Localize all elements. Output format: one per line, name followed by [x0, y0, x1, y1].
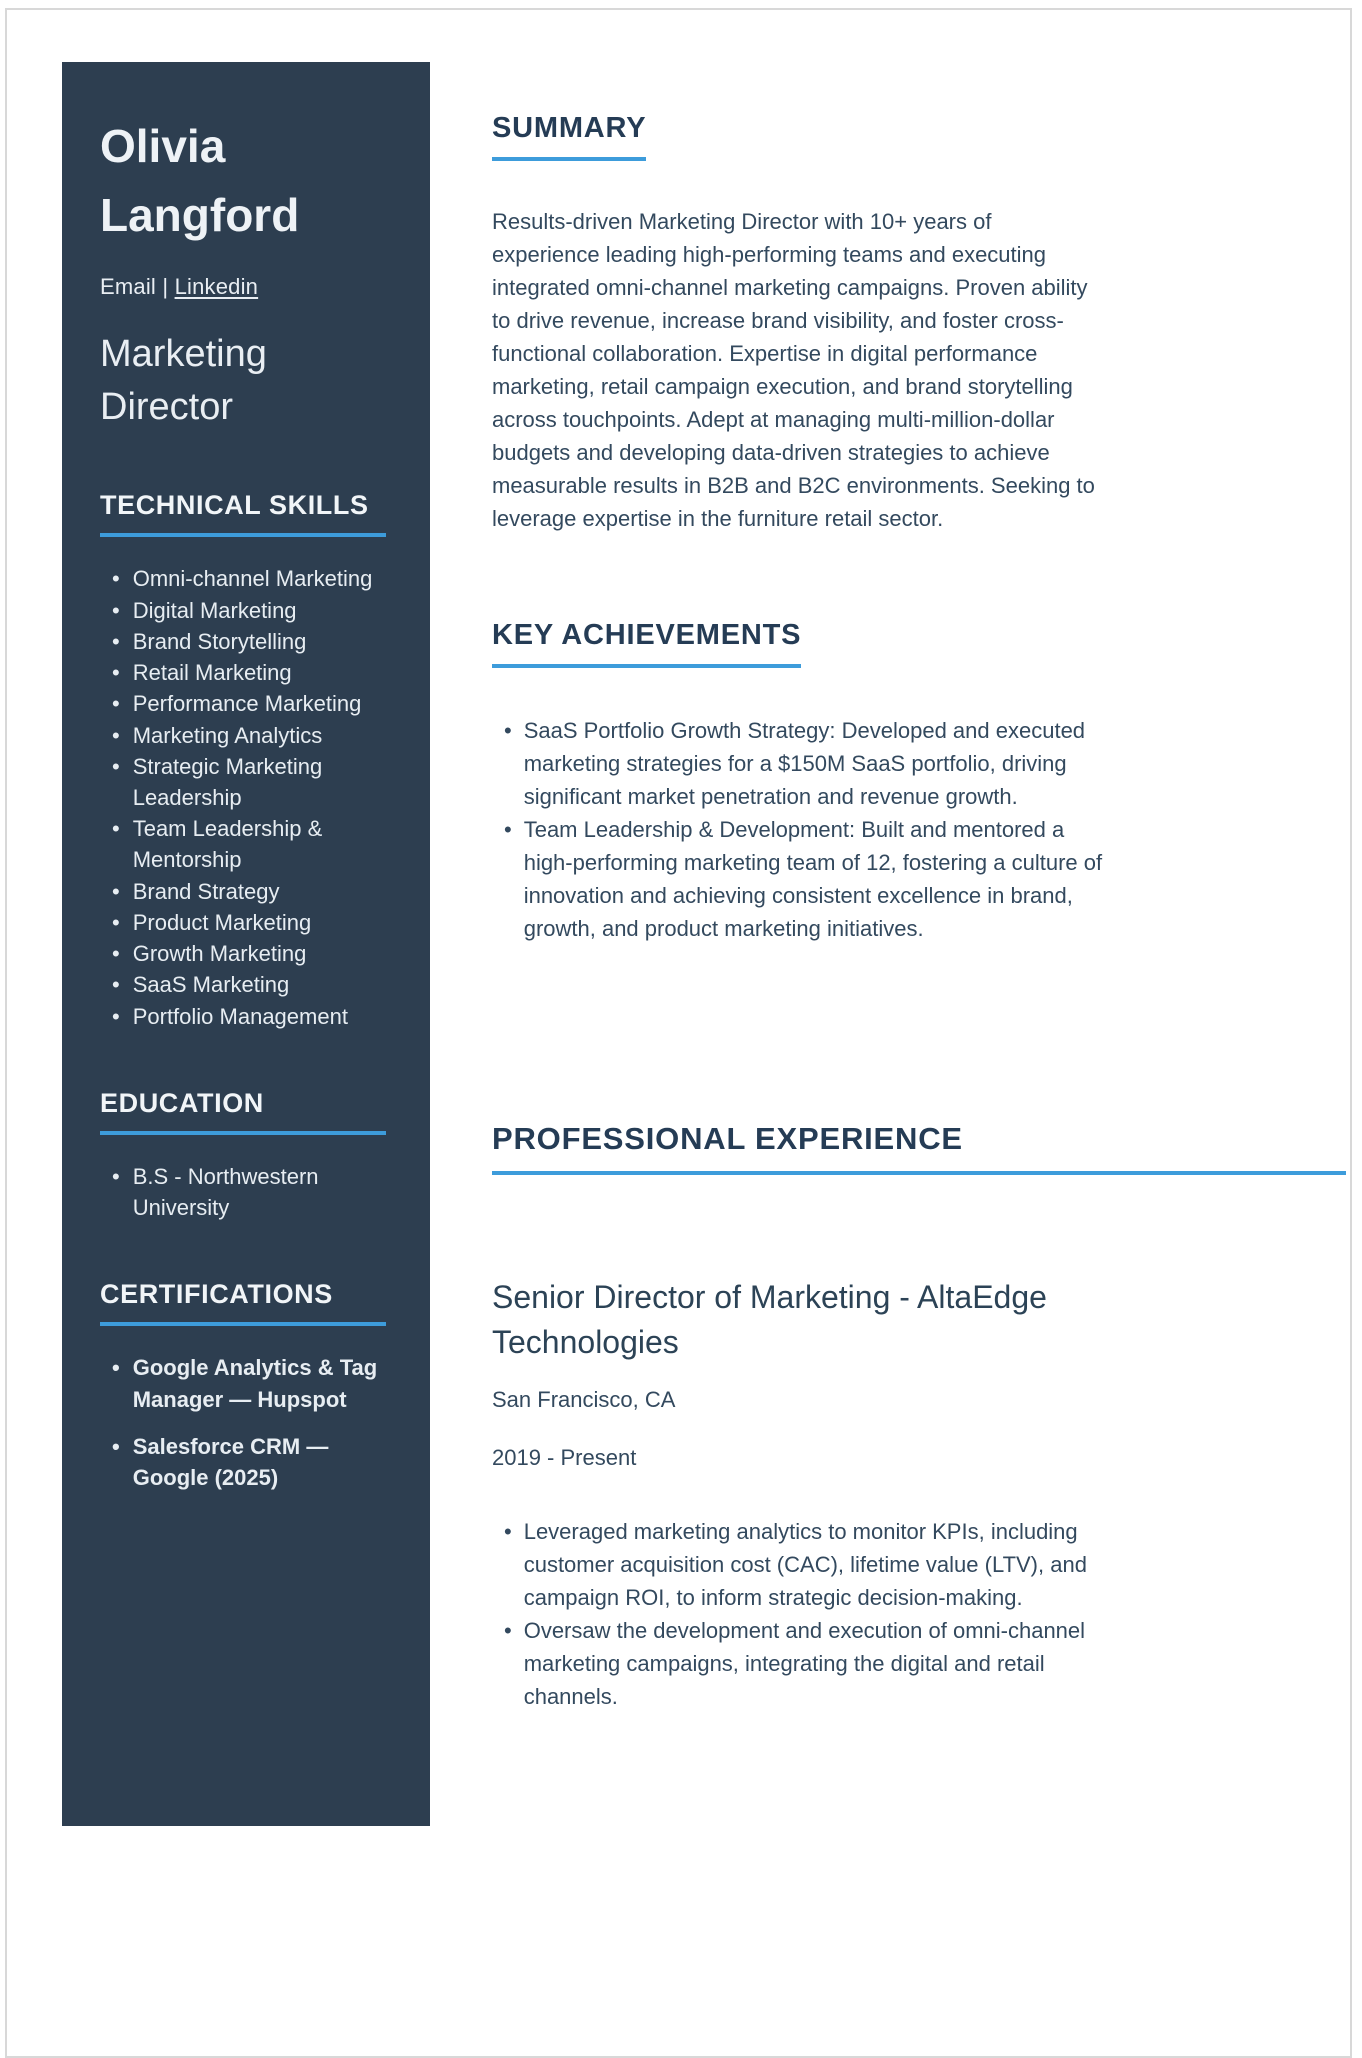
candidate-name: Olivia Langford — [100, 120, 300, 241]
skill-item — [112, 688, 386, 719]
education-heading: EDUCATION — [100, 1088, 386, 1135]
candidate-title: Marketing Director — [100, 333, 267, 429]
key-achievements-section — [492, 619, 1346, 945]
achievement-text: Team Leadership & Development: Built and mentored a high-performing marketing team of 12, fostering a culture of innovation and achieving consistent excellence in brand, growth, and product marketing initiatives. — [523, 817, 1103, 941]
bullet-icon: • — [112, 1355, 120, 1381]
achievement-item — [504, 714, 1118, 813]
bullet-icon: • — [112, 1003, 120, 1029]
education-section — [100, 1088, 386, 1223]
bullet-icon: • — [112, 597, 120, 623]
key-achievements-list — [492, 714, 1118, 945]
key-achievements-heading-text: KEY ACHIEVEMENTS — [492, 619, 801, 668]
education-label: B.S - Northwestern University — [132, 1163, 319, 1221]
job-bullet-text: Oversaw the development and execution of omni-channel marketing campaigns, integrating the digital and retail channels. — [523, 1617, 1086, 1709]
technical-skills-section — [100, 490, 386, 1032]
bullet-icon: • — [504, 1518, 512, 1544]
bullet-icon: • — [504, 718, 512, 743]
skill-item — [112, 813, 386, 875]
skill-item — [112, 595, 386, 626]
bullet-icon: • — [112, 628, 120, 654]
education-item — [112, 1161, 386, 1223]
professional-experience-heading: PROFESSIONAL EXPERIENCE — [492, 1121, 1346, 1175]
skill-item — [112, 563, 386, 594]
bullet-icon: • — [112, 660, 120, 686]
job-location: San Francisco, CA — [492, 1386, 676, 1412]
education-list — [100, 1161, 386, 1223]
summary-heading — [492, 112, 1346, 161]
email-link[interactable]: Email — [100, 274, 157, 299]
skill-item — [112, 876, 386, 907]
skill-item — [112, 626, 386, 657]
skill-label: Growth Marketing — [132, 941, 307, 967]
skill-label: Marketing Analytics — [132, 722, 323, 748]
bullet-icon: • — [112, 1163, 120, 1189]
certifications-section — [100, 1279, 386, 1493]
skill-label: Strategic Marketing Leadership — [132, 753, 323, 811]
technical-skills-list — [100, 563, 386, 1032]
job-bullet-item — [504, 1614, 1118, 1713]
bullet-icon: • — [504, 1617, 512, 1643]
skill-item — [112, 720, 386, 751]
skill-label: SaaS Marketing — [132, 972, 290, 998]
job-dates: 2019 - Present — [492, 1444, 637, 1470]
bullet-icon: • — [112, 691, 120, 717]
skill-item — [112, 657, 386, 688]
technical-skills-heading: TECHNICAL SKILLS — [100, 490, 386, 537]
bullet-icon: • — [112, 566, 120, 592]
bullet-icon: • — [112, 941, 120, 967]
bullet-icon: • — [112, 722, 120, 748]
bullet-icon: • — [504, 817, 512, 842]
achievement-text: SaaS Portfolio Growth Strategy: Developed and executed marketing strategies for a $150M SaaS portfolio, driving significant market penetration and revenue growth. — [523, 718, 1086, 809]
skill-label: Team Leadership & Mentorship — [132, 816, 323, 873]
skill-item — [112, 907, 386, 938]
job-entry — [492, 1275, 1346, 1713]
bullet-icon: • — [112, 753, 120, 779]
skill-item — [112, 938, 386, 969]
professional-experience-section — [492, 1121, 1346, 1713]
sidebar — [62, 62, 430, 1826]
skill-item — [112, 751, 386, 813]
skill-item — [112, 969, 386, 1000]
skill-label: Portfolio Management — [132, 1003, 348, 1029]
skill-label: Digital Marketing — [132, 597, 297, 623]
skill-label: Omni-channel Marketing — [132, 566, 373, 592]
job-title: Senior Director of Marketing - AltaEdge Technologies — [492, 1279, 1047, 1360]
bullet-icon: • — [112, 816, 120, 842]
contact-row — [100, 274, 386, 300]
certification-label: Google Analytics & Tag Manager — Hupspot — [132, 1355, 378, 1412]
contact-separator: | — [156, 274, 175, 299]
key-achievements-heading — [492, 619, 1346, 668]
job-bullet-text: Leveraged marketing analytics to monitor KPIs, including customer acquisition cost (CAC), lifetime value (LTV), and campaign ROI, to inform strategic decision-making. — [523, 1518, 1087, 1610]
certification-label: Salesforce CRM — Google (2025) — [132, 1433, 329, 1491]
skill-label: Product Marketing — [132, 909, 312, 935]
linkedin-link[interactable]: Linkedin — [174, 274, 259, 299]
skill-label: Brand Storytelling — [132, 628, 307, 654]
certification-item — [112, 1352, 386, 1414]
skill-label: Performance Marketing — [132, 691, 362, 717]
achievement-item — [504, 813, 1118, 945]
summary-heading-text: SUMMARY — [492, 112, 646, 161]
skill-item — [112, 1001, 386, 1032]
summary-section — [492, 112, 1346, 535]
job-bullet-list — [492, 1515, 1118, 1713]
bullet-icon: • — [112, 909, 120, 935]
bullet-icon: • — [112, 1433, 120, 1459]
main-column — [492, 0, 1346, 1713]
bullet-icon: • — [112, 878, 120, 904]
skill-label: Brand Strategy — [132, 878, 280, 904]
certification-item — [112, 1431, 386, 1493]
certifications-list — [100, 1352, 386, 1493]
bullet-icon: • — [112, 972, 120, 998]
skill-label: Retail Marketing — [132, 660, 292, 686]
job-bullet-item — [504, 1515, 1118, 1614]
certifications-heading: CERTIFICATIONS — [100, 1279, 386, 1326]
summary-paragraph: Results-driven Marketing Director with 10+ years of experience leading high-performing teams and executing integrated omni-channel marketing campaigns. Proven ability to drive revenue, increase brand visibility, and foster cross-functional collaboration. Expertise in digital performance marketing, retail campaign execution, and brand storytelling across touchpoints. Adept at managing multi-million-dollar budgets and developing data-driven strategies to achieve measurable results in B2B and B2C environments. Seeking to leverage expertise in the furniture retail sector. — [492, 209, 1095, 531]
